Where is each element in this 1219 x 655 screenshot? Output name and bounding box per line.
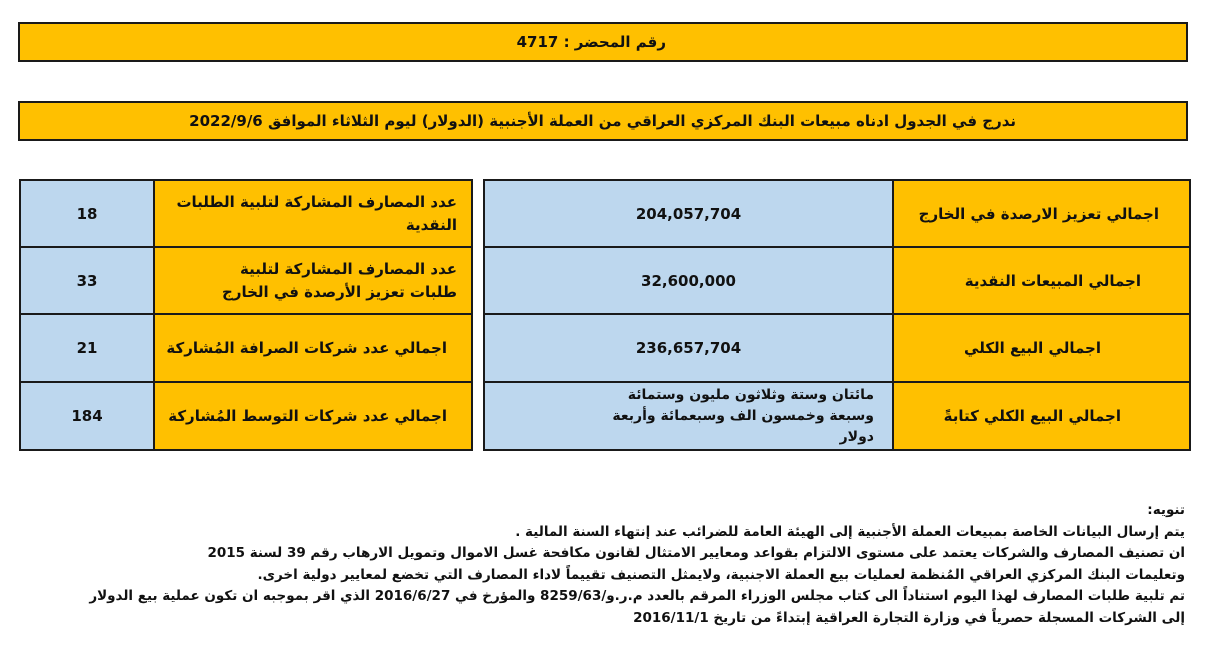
table-row: [484, 247, 1190, 314]
sales-value: 236,657,704: [484, 314, 893, 382]
sales-label: اجمالي المبيعات النقدية: [893, 247, 1190, 314]
sales-table: [483, 179, 1191, 451]
participants-table: [19, 179, 473, 451]
sales-label: اجمالي تعزيز الارصدة في الخارج: [893, 180, 1190, 247]
participants-value: 33: [20, 247, 154, 314]
note-line: تم تلبية طلبات المصارف لهذا اليوم استناداً الى كتاب مجلس الوزراء المرقم بالعدد م.ر.و/8259/63 والمؤرخ في 2016/6/27 الذي اقر بموجبه ان تكون عملية بيع الدولار: [89, 588, 1185, 604]
notes-section: [25, 500, 1185, 629]
record-number-bar: [18, 22, 1188, 62]
table-row: [20, 314, 472, 382]
participants-value: 18: [20, 180, 154, 247]
note-line: وتعليمات البنك المركزي العراقي المُنظمة لعمليات بيع العملة الاجنبية، ولايمثل التصنيف تقييماً لاداء المصارف التي تخضع لمعايير دولية اخرى.: [257, 566, 1185, 583]
participants-value: 184: [20, 382, 154, 450]
notes-heading: تنويه:: [1147, 502, 1185, 518]
table-row: [20, 247, 472, 314]
intro-bar: [18, 101, 1188, 141]
participants-label: عدد المصارف المشاركة لتلبية طلبات تعزيز الأرصدة في الخارج: [154, 247, 472, 314]
participants-label: اجمالي عدد شركات التوسط المُشاركة: [154, 382, 472, 450]
participants-value: 21: [20, 314, 154, 382]
note-line: ان تصنيف المصارف والشركات يعتمد على مستوى الالتزام بقواعد ومعايير الامتثال لقانون مكافحة غسل الاموال وتمويل الارهاب رقم 39 لسنة 2015: [207, 545, 1185, 561]
sales-value-written: مائتان وستة وثلاثون مليون وستمائة وسبعة وخمسون الف وسبعمائة وأربعة دولار: [484, 382, 893, 450]
note-line: إلى الشركات المسجلة حصرياً في وزارة التجارة العراقية إبتداءً من تاريخ 2016/11/1: [633, 609, 1185, 626]
table-row: [484, 314, 1190, 382]
sales-label: اجمالي البيع الكلي: [893, 314, 1190, 382]
table-row: [20, 382, 472, 450]
table-row: [20, 180, 472, 247]
table-row: [484, 180, 1190, 247]
intro-text: ندرج في الجدول ادناه مبيعات البنك المركزي العراقي من العملة الأجنبية (الدولار) ليوم الثلاثاء الموافق 2022/9/6: [189, 112, 1016, 130]
sales-value: 32,600,000: [484, 247, 893, 314]
sales-label: اجمالي البيع الكلي كتابةً: [893, 382, 1190, 450]
sales-value: 204,057,704: [484, 180, 893, 247]
participants-label: اجمالي عدد شركات الصرافة المُشاركة: [154, 314, 472, 382]
table-row: [484, 382, 1190, 450]
note-line: يتم إرسال البيانات الخاصة بمبيعات العملة الأجنبية إلى الهيئة العامة للضرائب عند إنتهاء السنة المالية .: [515, 523, 1185, 540]
participants-label: عدد المصارف المشاركة لتلبية الطلبات النقدية: [154, 180, 472, 247]
record-number-text: رقم المحضر : 4717: [516, 33, 666, 51]
